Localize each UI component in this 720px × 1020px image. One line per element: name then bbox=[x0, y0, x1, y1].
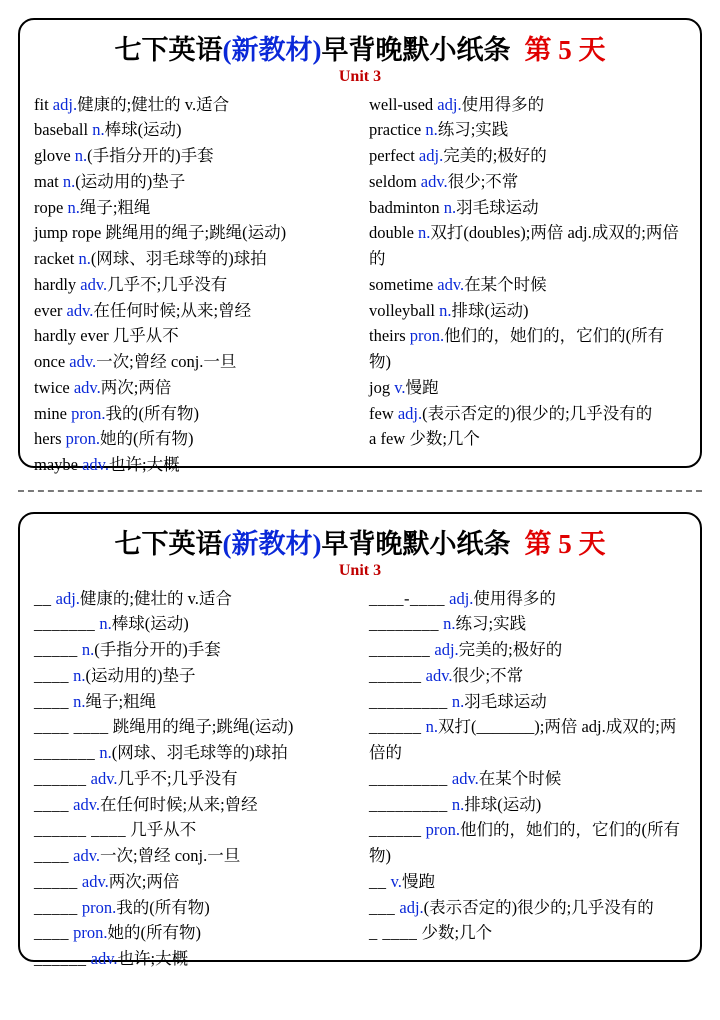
vocab-entry bbox=[34, 401, 351, 427]
entries-columns-top bbox=[34, 92, 686, 478]
vocab-blank-entry bbox=[34, 586, 351, 612]
entry-meaning: 也许;大概 bbox=[117, 948, 189, 968]
entry-meaning: 使用得多的 bbox=[473, 588, 556, 608]
entry-blank[interactable]: ____ ____ bbox=[34, 717, 109, 737]
vocab-entry bbox=[369, 92, 686, 118]
vocab-blank-entry bbox=[34, 740, 351, 766]
entry-pos: adv. bbox=[73, 846, 101, 866]
entry-pos: n. bbox=[99, 614, 112, 634]
entry-meaning: 跳绳用的绳子;跳绳(运动) bbox=[105, 223, 287, 243]
entry-meaning: (表示否定的)很少的;几乎没有的 bbox=[423, 897, 654, 917]
vocabulary-card-answers bbox=[18, 18, 702, 474]
entry-word: racket bbox=[34, 249, 75, 269]
entry-meaning: 跳绳用的绳子;跳绳(运动) bbox=[112, 717, 294, 737]
entry-meaning: 健康的;健壮的 v.适合 bbox=[77, 94, 230, 114]
entry-word: rope bbox=[34, 197, 64, 217]
entry-pos: pron. bbox=[71, 403, 106, 423]
entry-blank[interactable]: _______ bbox=[369, 640, 431, 660]
entry-word: jump rope bbox=[34, 223, 102, 243]
vocab-entry bbox=[369, 375, 686, 401]
title-part-subject: 七下英语 bbox=[114, 529, 223, 559]
entry-pos: adj. bbox=[55, 588, 80, 608]
entry-word: a few bbox=[369, 429, 406, 449]
entry-word: glove bbox=[34, 146, 71, 166]
vocab-entry bbox=[369, 195, 686, 221]
entries-column-right-top bbox=[369, 92, 686, 478]
entry-pos: pron. bbox=[65, 429, 100, 449]
entry-pos: adj. bbox=[52, 94, 78, 114]
entry-blank[interactable]: _____ bbox=[34, 897, 78, 917]
entry-word: baseball bbox=[34, 120, 89, 140]
entry-pos: pron. bbox=[425, 820, 460, 840]
entry-pos: adj. bbox=[418, 146, 444, 166]
vocab-entry bbox=[34, 143, 351, 169]
cut-line-divider bbox=[18, 490, 702, 492]
entry-word: practice bbox=[369, 120, 422, 140]
entry-word: once bbox=[34, 352, 66, 372]
vocab-entry bbox=[369, 143, 686, 169]
vocab-blank-entry bbox=[369, 586, 686, 612]
entry-blank[interactable]: _ ____ bbox=[369, 923, 418, 943]
entry-pos: adv. bbox=[73, 377, 101, 397]
card-subtitle-top: Unit 3 bbox=[338, 67, 382, 85]
vocab-entry bbox=[34, 195, 351, 221]
vocab-entry bbox=[369, 220, 686, 271]
entry-blank[interactable]: _____ bbox=[34, 871, 78, 891]
entry-meaning: 他们的，她们的，它们的(所有物) bbox=[369, 326, 665, 372]
entry-pos: n. bbox=[443, 614, 456, 634]
title-part-day: 第 5 天 bbox=[524, 35, 606, 65]
vocab-entry bbox=[34, 452, 351, 478]
entry-blank[interactable]: ________ bbox=[369, 614, 439, 634]
entry-blank[interactable]: _______ bbox=[34, 614, 96, 634]
title-part-activity: 早背晚默小纸条 bbox=[321, 35, 511, 65]
entry-pos: n. bbox=[99, 743, 112, 763]
entry-pos: n. bbox=[67, 197, 80, 217]
entry-pos: adj. bbox=[434, 640, 459, 660]
vocab-entry bbox=[369, 298, 686, 324]
entry-meaning: 在某个时候 bbox=[464, 274, 547, 294]
entry-meaning: 排球(运动) bbox=[464, 794, 542, 814]
entry-pos: adj. bbox=[449, 588, 474, 608]
vocab-entry bbox=[34, 92, 351, 118]
card-subtitle-bottom: Unit 3 bbox=[338, 561, 382, 579]
entry-word: mat bbox=[34, 171, 59, 191]
entry-meaning: 几乎不;几乎没有 bbox=[107, 274, 228, 294]
entry-meaning: 我的(所有物) bbox=[116, 897, 210, 917]
vocab-entry bbox=[34, 272, 351, 298]
vocab-blank-entry bbox=[369, 689, 686, 715]
entry-word: sometime bbox=[369, 274, 434, 294]
entry-word: well-used bbox=[369, 94, 434, 114]
entry-meaning: 慢跑 bbox=[401, 871, 435, 891]
entry-meaning: (表示否定的)很少的;几乎没有的 bbox=[422, 403, 653, 423]
vocab-blank-entry bbox=[369, 792, 686, 818]
entry-pos: adv. bbox=[82, 454, 109, 474]
page-bottom-margin bbox=[18, 962, 702, 1020]
entry-pos: n. bbox=[451, 691, 465, 711]
entry-blank[interactable]: __ bbox=[369, 871, 387, 891]
entry-pos: n. bbox=[73, 691, 86, 711]
entry-blank[interactable]: ____ bbox=[34, 923, 69, 943]
entry-pos: n. bbox=[74, 146, 88, 166]
vocab-blank-entry bbox=[34, 843, 351, 869]
entry-meaning: 绳子;粗绳 bbox=[79, 197, 151, 217]
entry-meaning: 使用得多的 bbox=[461, 94, 545, 114]
vocab-entry bbox=[369, 117, 686, 143]
entry-meaning: (手指分开的)手套 bbox=[94, 640, 221, 660]
entry-word: hardly ever bbox=[34, 326, 109, 346]
entry-word: twice bbox=[34, 377, 70, 397]
title-part-edition: (新教材) bbox=[222, 35, 322, 65]
entries-column-left-top bbox=[34, 92, 351, 478]
vocab-entry bbox=[34, 298, 351, 324]
entry-pos: pron. bbox=[81, 897, 117, 917]
entry-meaning: 我的(所有物) bbox=[105, 403, 199, 423]
entry-word: fit bbox=[34, 94, 49, 114]
entry-blank[interactable]: ______ ____ bbox=[34, 820, 127, 840]
entry-blank[interactable]: ____ bbox=[34, 794, 69, 814]
vocabulary-card-blanks bbox=[18, 512, 702, 968]
entry-pos: v. bbox=[394, 377, 406, 397]
entry-meaning: 双打(doubles);两倍 adj.成双的;两倍的 bbox=[369, 223, 679, 269]
vocab-entry bbox=[369, 323, 686, 374]
entry-pos: n. bbox=[62, 171, 76, 191]
vocab-blank-entry bbox=[369, 663, 686, 689]
entry-meaning: 很少;不常 bbox=[452, 665, 524, 685]
entry-pos: adj. bbox=[397, 403, 423, 423]
vocab-blank-entry bbox=[34, 792, 351, 818]
card-title-bottom bbox=[34, 530, 686, 560]
entry-blank[interactable]: _________ bbox=[369, 768, 448, 788]
vocab-entry bbox=[34, 323, 351, 349]
entry-word: ever bbox=[34, 300, 63, 320]
vocab-blank-entry bbox=[369, 766, 686, 792]
vocab-blank-entry bbox=[34, 766, 351, 792]
vocab-blank-entry bbox=[369, 611, 686, 637]
entry-meaning: 排球(运动) bbox=[451, 300, 529, 320]
vocab-blank-entry bbox=[369, 817, 686, 868]
entry-word: maybe bbox=[34, 454, 78, 474]
vocab-entry bbox=[34, 117, 351, 143]
vocab-entry bbox=[369, 401, 686, 427]
entry-meaning: 也许;大概 bbox=[109, 454, 180, 474]
entry-blank[interactable]: ____ bbox=[34, 691, 69, 711]
title-part-subject: 七下英语 bbox=[114, 35, 223, 65]
vocab-blank-entry bbox=[34, 920, 351, 946]
entry-meaning: 在任何时候;从来;曾经 bbox=[100, 794, 258, 814]
entry-blank[interactable]: __ bbox=[34, 588, 52, 608]
entry-meaning: 完美的;极好的 bbox=[458, 640, 563, 660]
vocab-blank-entry bbox=[34, 817, 351, 843]
entry-meaning: 一次;曾经 conj.一旦 bbox=[96, 352, 237, 372]
entry-meaning: 练习;实践 bbox=[455, 614, 527, 634]
entry-word: perfect bbox=[369, 146, 415, 166]
entry-pos: adj. bbox=[437, 94, 462, 114]
entry-pos: n. bbox=[451, 794, 465, 814]
entry-pos: n. bbox=[443, 197, 457, 217]
entry-meaning: 几乎从不 bbox=[130, 820, 197, 840]
entry-meaning: 她的(所有物) bbox=[107, 923, 201, 943]
entry-meaning: 在任何时候;从来;曾经 bbox=[93, 300, 252, 320]
entry-pos: adv. bbox=[69, 352, 97, 372]
entry-pos: adv. bbox=[90, 948, 118, 968]
title-part-day: 第 5 天 bbox=[524, 529, 606, 559]
vocab-blank-entry bbox=[34, 637, 351, 663]
vocab-entry bbox=[369, 272, 686, 298]
entry-pos: n. bbox=[78, 249, 91, 269]
entry-blank[interactable]: _________ bbox=[369, 794, 448, 814]
entry-meaning: 他们的，她们的，它们的(所有物) bbox=[369, 820, 680, 866]
entry-word: few bbox=[369, 403, 394, 423]
entry-blank[interactable]: ____ bbox=[34, 665, 69, 685]
entry-word: jog bbox=[369, 377, 391, 397]
vocab-blank-entry bbox=[369, 714, 686, 765]
entry-pos: adv. bbox=[437, 274, 465, 294]
entry-meaning: (手指分开的)手套 bbox=[87, 146, 214, 166]
entry-pos: n. bbox=[81, 640, 95, 660]
entry-meaning: 健康的;健壮的 v.适合 bbox=[79, 588, 232, 608]
entry-meaning: 几乎不;几乎没有 bbox=[117, 768, 238, 788]
vocab-entry bbox=[34, 169, 351, 195]
entry-blank[interactable]: ____ bbox=[34, 846, 69, 866]
entry-blank[interactable]: ______ bbox=[34, 948, 87, 968]
entry-word: theirs bbox=[369, 326, 406, 346]
vocab-entry bbox=[369, 169, 686, 195]
entry-meaning: 羽毛球运动 bbox=[456, 197, 539, 217]
entry-pos: adv. bbox=[73, 794, 101, 814]
entry-word: volleyball bbox=[369, 300, 435, 320]
vocab-entry bbox=[34, 349, 351, 375]
entry-meaning: 她的(所有物) bbox=[100, 429, 194, 449]
entry-meaning: 一次;曾经 conj.一旦 bbox=[100, 846, 241, 866]
entry-meaning: (运动用的)垫子 bbox=[75, 171, 186, 191]
entries-columns-bottom bbox=[34, 586, 686, 972]
entry-blank[interactable]: ______ bbox=[369, 665, 422, 685]
vocab-blank-entry bbox=[34, 663, 351, 689]
entry-blank[interactable]: ___ bbox=[369, 897, 396, 917]
entry-meaning: 双打(_______);两倍 adj.成双的;两倍的 bbox=[369, 717, 677, 763]
entry-blank[interactable]: ______ bbox=[34, 768, 87, 788]
entry-meaning: 棒球(运动) bbox=[111, 614, 189, 634]
entry-meaning: 羽毛球运动 bbox=[464, 691, 547, 711]
entry-pos: n. bbox=[425, 120, 438, 140]
entry-blank[interactable]: ______ bbox=[369, 717, 422, 737]
vocab-blank-entry bbox=[369, 869, 686, 895]
entry-meaning: 在某个时候 bbox=[478, 768, 562, 788]
entry-meaning: (网球、羽毛球等的)球拍 bbox=[111, 743, 288, 763]
entry-pos: adv. bbox=[80, 274, 108, 294]
entry-word: double bbox=[369, 223, 414, 243]
vocab-entry bbox=[34, 426, 351, 452]
entry-pos: pron. bbox=[409, 326, 445, 346]
entry-meaning: 练习;实践 bbox=[437, 120, 509, 140]
vocab-entry bbox=[34, 375, 351, 401]
entry-pos: adv. bbox=[425, 665, 453, 685]
vocab-blank-entry bbox=[369, 920, 686, 946]
entry-meaning: 慢跑 bbox=[405, 377, 439, 397]
entry-meaning: 两次;两倍 bbox=[100, 377, 172, 397]
card-title-top bbox=[34, 36, 686, 66]
entry-pos: v. bbox=[390, 871, 402, 891]
vocab-blank-entry bbox=[34, 689, 351, 715]
entry-pos: adv. bbox=[451, 768, 479, 788]
entry-blank[interactable]: _______ bbox=[34, 743, 96, 763]
entry-word: hers bbox=[34, 429, 62, 449]
vocab-blank-entry bbox=[369, 895, 686, 921]
entries-column-left-bottom bbox=[34, 586, 351, 972]
entry-pos: adv. bbox=[81, 871, 109, 891]
entry-meaning: 少数;几个 bbox=[409, 429, 480, 449]
entry-pos: adj. bbox=[399, 897, 424, 917]
entry-pos: n. bbox=[73, 665, 86, 685]
entry-pos: n. bbox=[418, 223, 431, 243]
vocab-entry bbox=[34, 220, 351, 246]
entries-column-right-bottom bbox=[369, 586, 686, 972]
entry-meaning: 几乎从不 bbox=[112, 326, 179, 346]
entry-meaning: 完美的;极好的 bbox=[443, 146, 547, 166]
entry-meaning: 少数;几个 bbox=[421, 923, 493, 943]
entry-pos: n. bbox=[425, 717, 438, 737]
entry-blank[interactable]: _________ bbox=[369, 691, 448, 711]
vocab-blank-entry bbox=[34, 714, 351, 740]
title-part-edition: (新教材) bbox=[222, 529, 322, 559]
entry-blank[interactable]: ______ bbox=[369, 820, 422, 840]
entry-blank[interactable]: _____ bbox=[34, 640, 78, 660]
vocab-entry bbox=[369, 426, 686, 452]
entry-meaning: 两次;两倍 bbox=[108, 871, 180, 891]
vocab-blank-entry bbox=[34, 869, 351, 895]
entry-blank[interactable]: ____-____ bbox=[369, 588, 445, 608]
entry-word: hardly bbox=[34, 274, 77, 294]
vocab-blank-entry bbox=[34, 611, 351, 637]
entry-meaning: 棒球(运动) bbox=[104, 120, 182, 140]
entry-pos: adv. bbox=[420, 171, 448, 191]
entry-pos: n. bbox=[92, 120, 105, 140]
entry-word: seldom bbox=[369, 171, 417, 191]
entry-pos: n. bbox=[439, 300, 452, 320]
vocab-blank-entry bbox=[34, 895, 351, 921]
entry-pos: adv. bbox=[90, 768, 118, 788]
entry-meaning: (网球、羽毛球等的)球拍 bbox=[90, 249, 267, 269]
entry-pos: pron. bbox=[73, 923, 108, 943]
entry-meaning: (运动用的)垫子 bbox=[85, 665, 196, 685]
entry-word: mine bbox=[34, 403, 67, 423]
entry-pos: adv. bbox=[66, 300, 94, 320]
entry-word: badminton bbox=[369, 197, 440, 217]
entry-meaning: 很少;不常 bbox=[447, 171, 519, 191]
entry-meaning: 绳子;粗绳 bbox=[85, 691, 157, 711]
vocab-blank-entry bbox=[369, 637, 686, 663]
title-part-activity: 早背晚默小纸条 bbox=[321, 529, 511, 559]
vocab-entry bbox=[34, 246, 351, 272]
